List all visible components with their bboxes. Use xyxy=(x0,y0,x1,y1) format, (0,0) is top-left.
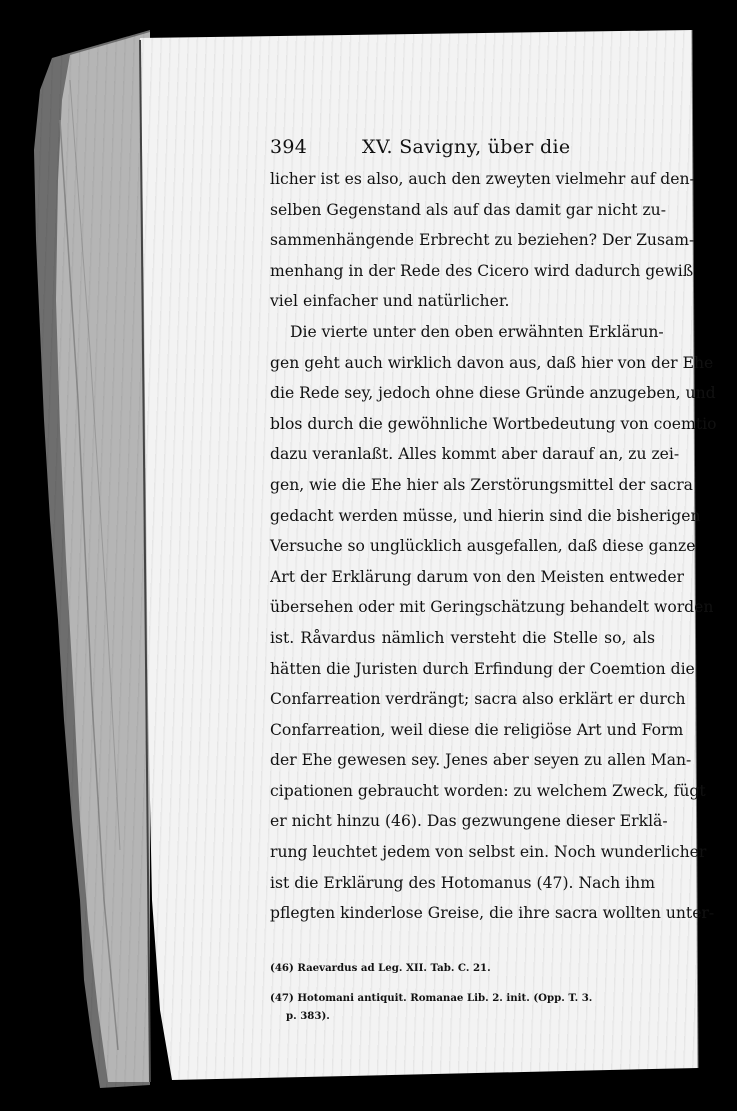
page-number: 394 xyxy=(270,136,308,158)
text-line: hätten die Juristen durch Erfindung der Coemtion die xyxy=(270,659,695,678)
text-line: gedacht werden müsse, und hierin sind die bisherigen xyxy=(270,506,701,525)
text-line: Die vierte unter den oben erwähnten Erklärun- xyxy=(290,322,664,341)
footnote-46: (46) Raevardus ad Leg. XII. Tab. C. 21. xyxy=(270,961,491,974)
text-line: der Ehe gewesen sey. Jenes aber seyen zu allen Man- xyxy=(270,751,692,770)
text-line: gen, wie die Ehe hier als Zerstörungsmittel der sacra xyxy=(270,475,693,494)
text-line: dazu veranlaßt. Alles kommt aber darauf an, zu zei- xyxy=(270,445,680,464)
footnotes xyxy=(270,959,655,1025)
text-line: pflegten kinderlose Greise, die ihre sacra wollten unter- xyxy=(270,904,715,923)
text-line: Confarreation, weil diese die religiöse Art und Form xyxy=(270,720,684,739)
text-line: sammenhängende Erbrecht zu beziehen? Der Zusam- xyxy=(270,231,695,250)
text-line: licher ist es also, auch den zweyten vielmehr auf den- xyxy=(270,170,695,188)
text-line: cipationen gebraucht worden: zu welchem Zweck, fügt xyxy=(270,781,706,800)
text-line: gen geht auch wirklich davon aus, daß hier von der Ehe xyxy=(270,353,714,372)
body-text xyxy=(270,164,717,929)
text-line: ist. Råvardus nämlich versteht die Stelle so, als xyxy=(270,628,655,647)
text-line: viel einfacher und natürlicher. xyxy=(270,292,510,311)
running-head: XV. Savigny, über die xyxy=(362,136,571,158)
text-line: die Rede sey, jedoch ohne diese Gründe anzugeben, und xyxy=(270,384,716,403)
text-line: blos durch die gewöhnliche Wortbedeutung von coemtio xyxy=(270,414,717,433)
text-line: Versuche so unglücklich ausgefallen, daß diese ganze xyxy=(270,537,696,556)
text-line: Art der Erklärung darum von den Meisten entweder xyxy=(270,567,684,586)
page-header xyxy=(270,130,655,164)
text-line: Confarreation verdrängt; sacra also erklärt er durch xyxy=(270,690,686,709)
text-line: menhang in der Rede des Cicero wird dadurch gewiß xyxy=(270,261,694,280)
footnote-47: (47) Hotomani antiquit. Romanae Lib. 2. init. (Opp. T. 3. xyxy=(270,991,593,1004)
footnote-47-continued: p. 383). xyxy=(286,1009,330,1022)
text-line: rung leuchtet jedem von selbst ein. Noch wunderlicher xyxy=(270,843,707,862)
text-line: selben Gegenstand als auf das damit gar nicht zu- xyxy=(270,200,666,219)
text-block xyxy=(270,130,717,1025)
text-line: ist die Erklärung des Hotomanus (47). Nach ihm xyxy=(270,873,655,892)
text-line: übersehen oder mit Geringschätzung behandelt worden xyxy=(270,598,714,617)
text-line: er nicht hinzu (46). Das gezwungene dieser Erklä- xyxy=(270,812,668,831)
